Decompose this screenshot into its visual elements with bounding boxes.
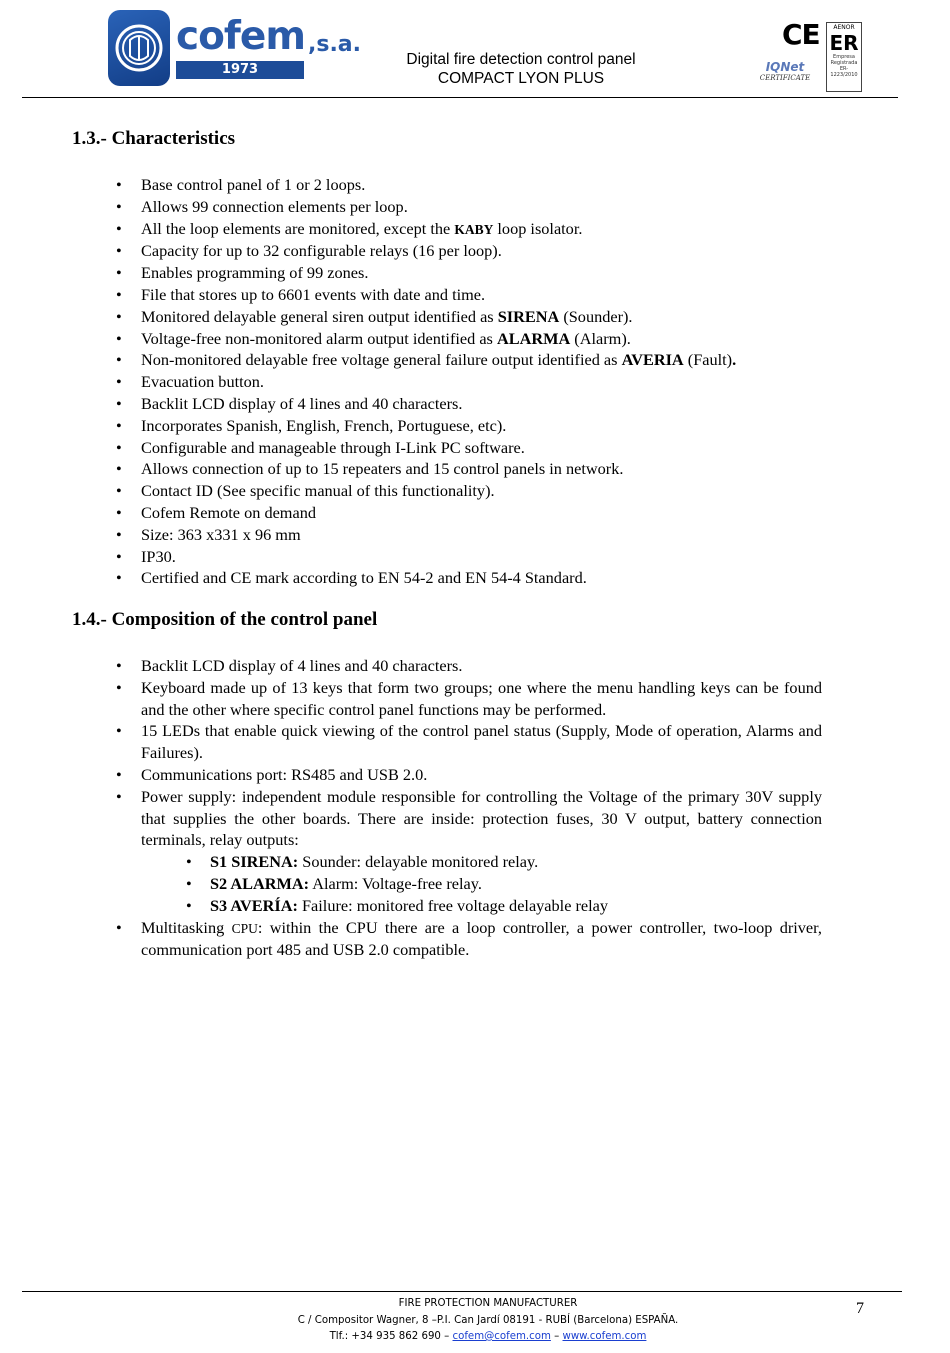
- list-item: [141, 328, 822, 350]
- list-item-text: Voltage-free non-monitored alarm output identified as: [141, 328, 497, 348]
- iqnet-certificate-logo: [756, 60, 814, 86]
- list-item: • Size: 363 x331 x 96 mm: [141, 524, 822, 546]
- list-item: [141, 786, 822, 917]
- document-title: [380, 50, 662, 88]
- footer-separator: –: [550, 1331, 563, 1342]
- section-title-characteristics: 1.3.- Characteristics: [72, 128, 236, 149]
- document-title-line1: Digital fire detection control panel: [406, 51, 636, 68]
- list-item: • Allows 99 connection elements per loop.: [141, 196, 822, 218]
- sub-list-item: [210, 851, 822, 873]
- website-link[interactable]: www.cofem.com: [562, 1331, 647, 1342]
- relay-s3-desc: Failure: monitored free voltage delayable relay: [297, 895, 609, 915]
- document-title-line2: COMPACT LYON PLUS: [437, 70, 605, 87]
- list-item: • Base control panel of 1 or 2 loops.: [141, 174, 822, 196]
- list-item: • Keyboard made up of 13 keys that form two groups; one where the menu handling keys can be found and the other where specific control panel functions may be performed.: [141, 677, 822, 721]
- relay-s2-desc: Alarm: Voltage-free relay.: [309, 873, 482, 893]
- list-item-text: Power supply: independent module responsible for controlling the Voltage of the primary 30V supply that supplies the other boards. There are inside: protection fuses, 30 V output, battery connection terminals, relay outputs:: [141, 786, 822, 850]
- sirena-term: SIRENA: [497, 306, 560, 326]
- aenor-registrada: Registrada: [830, 60, 858, 66]
- list-item: • Enables programming of 99 zones.: [141, 262, 822, 284]
- list-item: [141, 349, 822, 371]
- footer-line1: FIRE PROTECTION MANUFACTURER: [398, 1298, 578, 1309]
- aenor-empresa: Empresa: [833, 54, 855, 60]
- logo-suffix: ,s.a.: [308, 32, 362, 57]
- list-item: • File that stores up to 6601 events with date and time.: [141, 284, 822, 306]
- email-link[interactable]: cofem@cofem.com: [452, 1331, 551, 1342]
- footer-divider: [22, 1291, 902, 1292]
- aenor-er-logo: [826, 22, 862, 92]
- cpu-term: CPU: [231, 920, 258, 936]
- aenor-er-mark: ER: [829, 31, 859, 55]
- list-item: • Capacity for up to 32 configurable relays (16 per loop).: [141, 240, 822, 262]
- list-item: [141, 218, 822, 241]
- list-item: • Cofem Remote on demand: [141, 502, 822, 524]
- list-item: • Backlit LCD display of 4 lines and 40 characters.: [141, 393, 822, 415]
- list-item: • Certified and CE mark according to EN 54-2 and EN 54-4 Standard.: [141, 567, 822, 589]
- composition-list: [141, 655, 822, 961]
- header-divider: [22, 97, 898, 98]
- list-item: • Communications port: RS485 and USB 2.0.: [141, 764, 822, 786]
- certification-marks: [752, 18, 868, 96]
- list-item: • Allows connection of up to 15 repeaters and 15 control panels in network.: [141, 458, 822, 480]
- iqnet-label: IQNet: [765, 60, 805, 74]
- sub-list-item: [210, 873, 822, 895]
- list-item-text: All the loop elements are monitored, except the: [141, 218, 455, 238]
- characteristics-list: [141, 174, 822, 589]
- list-item: • Contact ID (See specific manual of this functionality).: [141, 480, 822, 502]
- aenor-label: AENOR: [833, 24, 855, 31]
- logo-wordmark: cofem: [176, 14, 305, 59]
- relay-s1-label: S1 SIRENA:: [210, 852, 299, 872]
- footer-address: C / Compositor Wagner, 8 –P.I. Can Jardí 08191 - RUBÍ (Barcelona) ESPAÑA.: [297, 1314, 679, 1326]
- list-item-text: (Fault): [683, 350, 733, 370]
- cofem-emblem-icon: [108, 10, 170, 86]
- footer-phone: Tlf.: +34 935 862 690 –: [329, 1331, 453, 1342]
- list-item-text: Multitasking: [141, 917, 232, 937]
- footer-contact: [250, 1329, 726, 1346]
- relay-outputs-list: [141, 851, 822, 916]
- alarma-term: ALARMA: [496, 328, 571, 348]
- list-item: • Evacuation button.: [141, 371, 822, 393]
- relay-s3-label: S3 AVERÍA:: [210, 895, 298, 915]
- relay-s2-label: S2 ALARMA:: [210, 873, 310, 893]
- ce-mark-icon: CE: [782, 18, 820, 51]
- list-item-text: (Sounder).: [559, 306, 633, 326]
- averia-term: AVERIA: [621, 350, 684, 370]
- relay-s1-desc: Sounder: delayable monitored relay.: [298, 852, 539, 872]
- sub-list-item: [210, 895, 822, 917]
- logo-year: 1973: [176, 61, 304, 79]
- list-item: • Incorporates Spanish, English, French, Portuguese, etc).: [141, 415, 822, 437]
- cofem-logo: [108, 8, 362, 88]
- kaby-term: KABY: [454, 221, 494, 237]
- page-number: 7: [856, 1300, 864, 1317]
- list-item-text: (Alarm).: [570, 328, 631, 348]
- list-item-text: Monitored delayable general siren output identified as: [141, 306, 498, 326]
- list-item: [141, 306, 822, 328]
- page-header: [0, 0, 950, 100]
- list-item: • Backlit LCD display of 4 lines and 40 characters.: [141, 655, 822, 677]
- aenor-code: ER-1223/2010: [830, 66, 858, 78]
- list-item: • 15 LEDs that enable quick viewing of the control panel status (Supply, Mode of operation, Alarms and Failures).: [141, 720, 822, 764]
- list-item-text: loop isolator.: [493, 218, 583, 238]
- list-item: • Configurable and manageable through I-Link PC software.: [141, 437, 822, 459]
- list-item-text: : within the CPU there are a loop controller, a power controller, two-loop driver, communication port 485 and USB 2.0 compatible.: [141, 917, 823, 960]
- list-item-text: Non-monitored delayable free voltage general failure output identified as: [141, 350, 622, 370]
- list-item: • IP30.: [141, 546, 822, 568]
- page-footer: [250, 1296, 726, 1346]
- iqnet-sublabel: CERTIFICATE: [759, 74, 811, 82]
- section-title-composition: 1.4.- Composition of the control panel: [72, 609, 378, 630]
- list-item: [141, 917, 822, 962]
- list-item-period: .: [732, 350, 737, 370]
